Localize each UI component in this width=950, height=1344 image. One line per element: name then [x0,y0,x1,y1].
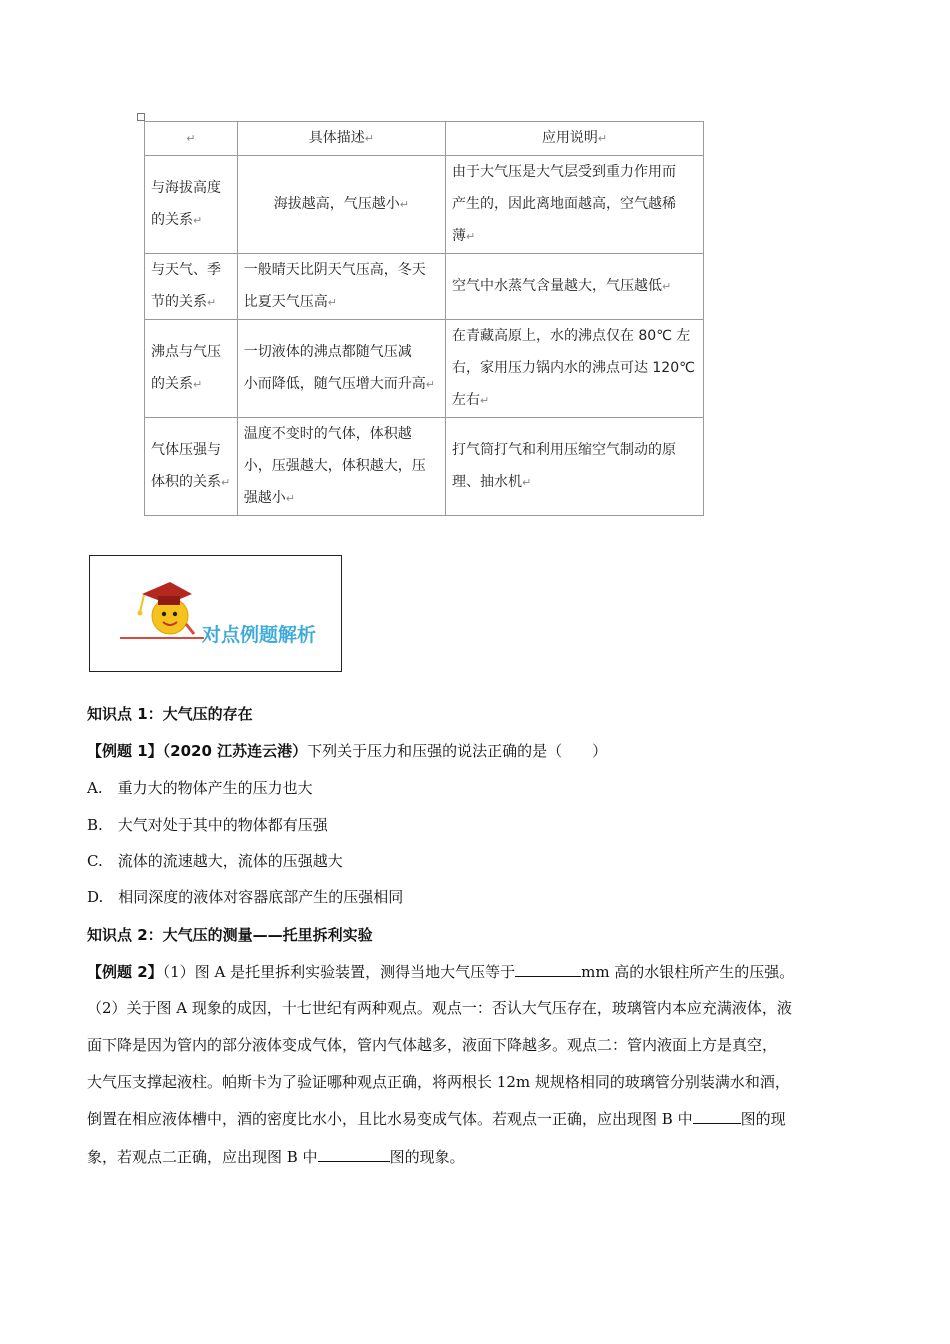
application-cell: 由于大气压是大气层受到重力作用而 产生的，因此离地面越高，空气越稀 薄↵ [445,156,703,254]
topic-cell: 与海拔高度 的关系↵ [145,156,238,254]
example-1-label: 【例题 1】 [87,742,163,760]
application-cell: 打气筒打气和利用压缩空气制动的原 理、抽水机↵ [445,418,703,516]
example-2-line-5-text: 象，若观点二正确，应出现图 B 中 [87,1148,318,1166]
header-cell-empty: ↵ [145,122,238,156]
topic-cell: 与天气、季 节的关系↵ [145,254,238,320]
application-cell: 在青藏高原上，水的沸点仅在 80℃ 左 右，家用压力锅内水的沸点可达 120℃ 左右↵ [445,320,703,418]
table-header-row [145,122,704,156]
description-cell: 温度不变时的气体，体积越 小，压强越大，体积越大，压 强越小↵ [237,418,445,516]
option-b: B. 大气对处于其中的物体都有压强 [87,816,328,834]
banner-title: 对点例题解析 [202,624,317,646]
topic-cell: 气体压强与 体积的关系↵ [145,418,238,516]
example-1-source: （2020 江苏连云港） [162,742,308,760]
description-cell: 一切液体的沸点都随气压减 小而降低，随气压增大而升高↵ [237,320,445,418]
description-cell: 一般晴天比阴天气压高，冬天 比夏天气压高↵ [237,254,445,320]
example-2-label: 【例题 2】 [87,963,163,981]
example-2-line-4 [87,1108,786,1129]
table-row [145,156,704,254]
answer-blank[interactable] [318,1147,390,1162]
knowledge-point-2-title: 知识点 2：大气压的测量——托里拆利实验 [87,926,373,944]
example-1-question-text: 下列关于压力和压强的说法正确的是（ ） [307,742,608,760]
example-2-part-1-text: （1）图 A 是托里拆利实验装置，测得当地大气压等于 [162,963,516,981]
example-section-banner [89,555,342,672]
option-d: D. 相同深度的液体对容器底部产生的压强相同 [87,888,404,906]
option-a: A. 重力大的物体产生的压力也大 [87,779,313,797]
banner-red-line [120,637,204,639]
answer-blank[interactable] [515,962,581,977]
example-2-line-5 [87,1146,465,1167]
application-cell: 空气中水蒸气含量越大，气压越低↵ [445,254,703,320]
example-1-question [87,740,607,761]
example-2-line-2: 面下降是因为管内的部分液体变成气体，管内气体越多，液面下降越多。观点二：管内液面上方是真空， [87,1036,778,1054]
table-row [145,320,704,418]
option-c: C. 流体的流速越大，流体的压强越大 [87,852,343,870]
example-2-part-1-tail: mm 高的水银柱所产生的压强。 [581,963,795,981]
example-2-line-1: （2）关于图 A 现象的成因，十七世纪有两种观点。观点一：否认大气压存在，玻璃管内本应充满液体，液 [87,999,792,1017]
description-cell: 海拔越高，气压越小↵ [237,156,445,254]
example-2-part-1 [87,961,794,982]
table-row [145,254,704,320]
knowledge-point-1-title: 知识点 1：大气压的存在 [87,705,253,723]
table-anchor-mark [137,113,145,121]
header-cell-description: 具体描述↵ [237,122,445,156]
graduation-cap-mascot-icon [120,570,200,640]
answer-blank[interactable] [693,1109,741,1124]
table-row [145,418,704,516]
example-2-line-5-tail: 图的现象。 [389,1148,465,1166]
example-2-line-4-text: 倒置在相应液体槽中，酒的密度比水小，且比水易变成气体。若观点一正确，应出现图 B 中 [87,1110,693,1128]
pressure-relations-table [144,121,704,516]
example-2-line-3: 大气压支撑起液柱。帕斯卡为了验证哪种观点正确，将两根长 12m 规规格相同的玻璃管分别装满水和酒， [87,1073,790,1091]
topic-cell: 沸点与气压 的关系↵ [145,320,238,418]
example-2-line-4-tail: 图的现 [740,1110,786,1128]
header-cell-application: 应用说明↵ [445,122,703,156]
